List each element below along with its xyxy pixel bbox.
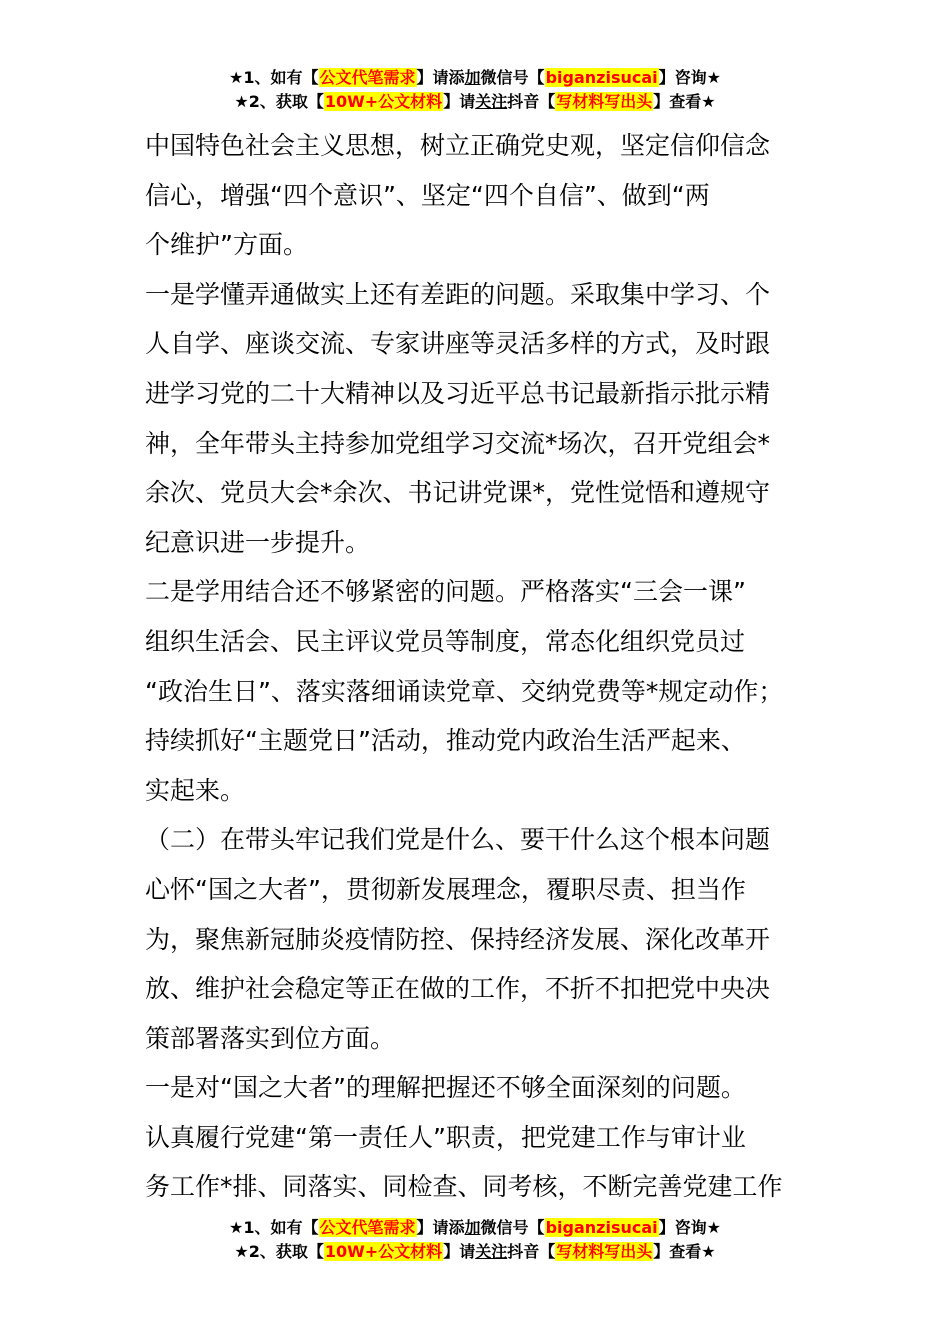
banner-underline: 关注 (475, 1242, 508, 1261)
body-line: 信心，增强“四个意识”、坚定“四个自信”、做到“两 (145, 180, 710, 210)
body-line: （二）在带头牢记我们党是什么、要干什么这个根本问题 (145, 825, 771, 855)
banner-highlight: 写材料写出头 (556, 1242, 653, 1261)
banner-text: 】请添 (416, 1218, 465, 1237)
body-line: 中国特色社会主义思想，树立正确党史观，坚定信仰信念 (145, 131, 771, 160)
body-line: 务工作*排、同落实、同检查、同考核，不断完善党建工作 (145, 1172, 783, 1202)
banner-highlight: 10W+公文材料 (324, 1242, 443, 1261)
banner-underline: 加 (464, 1218, 481, 1237)
body-line: 认真履行党建“第一责任人”职责，把党建工作与审计业 (145, 1122, 746, 1152)
banner-text: 1、如有【 (243, 1218, 319, 1237)
banner-text: 】请添 (416, 68, 465, 87)
banner-highlight: 写材料写出头 (556, 92, 653, 111)
banner-text: 微信号【 (480, 68, 545, 87)
star-icon: ★ (229, 68, 244, 87)
body-line: 组织生活会、民主评议党员等制度，常态化组织党员过 (145, 626, 746, 656)
banner-line-1 (0, 66, 950, 90)
banner-text: 】请 (443, 1242, 476, 1261)
body-line: 神，全年带头主持参加党组学习交流*场次，召开党组会* (145, 428, 771, 458)
banner-text: 微信号【 (480, 1218, 545, 1237)
banner-line-2 (0, 1240, 950, 1264)
body-line: 持续抓好“主题党日”活动，推动党内政治生活严起来、 (145, 726, 746, 756)
banner-text: 】咨询 (658, 68, 707, 87)
banner-text: 2、获取【 (248, 92, 324, 111)
star-icon: ★ (234, 92, 249, 111)
banner-text: 1、如有【 (243, 68, 319, 87)
star-icon: ★ (234, 1242, 249, 1261)
banner-highlight: 公文代笔需求 (319, 68, 416, 87)
banner-underline: 加 (464, 68, 481, 87)
banner-highlight: biganzisucai (545, 1218, 658, 1237)
star-icon: ★ (706, 1218, 721, 1237)
body-line: 一是对“国之大者”的理解把握还不够全面深刻的问题。 (145, 1073, 746, 1103)
body-line: 放、维护社会稳定等正在做的工作，不折不扣把党中央决 (145, 974, 771, 1004)
body-line: 心怀“国之大者”，贯彻新发展理念，覆职尽责、担当作 (145, 874, 746, 904)
footer-banner (0, 1216, 950, 1264)
banner-text: 2、获取【 (248, 1242, 324, 1261)
banner-line-1 (0, 1216, 950, 1240)
body-line: 余次、党员大会*余次、书记讲党课*，党性觉悟和遵规守 (145, 478, 771, 508)
body-line: 一是学懂弄通做实上还有差距的问题。采取集中学习、个 (145, 279, 771, 309)
body-line: 进学习党的二十大精神以及习近平总书记最新指示批示精 (145, 378, 771, 408)
body-line: 二是学用结合还不够紧密的问题。严格落实“三会一课” (145, 577, 746, 607)
body-line: 策部署落实到位方面。 (145, 1023, 396, 1053)
banner-text: 】查看 (653, 1242, 702, 1261)
body-line: 个维护”方面。 (145, 230, 308, 260)
banner-highlight: biganzisucai (545, 68, 658, 87)
banner-underline: 关注 (475, 92, 508, 111)
header-banner (0, 66, 950, 114)
star-icon: ★ (229, 1218, 244, 1237)
banner-text: 】请 (443, 92, 476, 111)
star-icon: ★ (701, 1242, 716, 1261)
document-body (145, 121, 845, 1212)
banner-text: 抖音【 (507, 92, 556, 111)
banner-highlight: 公文代笔需求 (319, 1218, 416, 1237)
star-icon: ★ (701, 92, 716, 111)
body-line: “政治生日”、落实落细诵读党章、交纳党费等*规定动作； (145, 676, 784, 706)
banner-highlight: 10W+公文材料 (324, 92, 443, 111)
banner-text: 抖音【 (507, 1242, 556, 1261)
body-line: 人自学、座谈交流、专家讲座等灵活多样的方式，及时跟 (145, 329, 771, 359)
body-line: 为，聚焦新冠肺炎疫情防控、保持经济发展、深化改革开 (145, 924, 771, 954)
body-line: 实起来。 (145, 775, 246, 805)
star-icon: ★ (706, 68, 721, 87)
banner-line-2 (0, 90, 950, 114)
body-line: 纪意识进一步提升。 (145, 527, 371, 557)
banner-text: 】咨询 (658, 1218, 707, 1237)
banner-text: 】查看 (653, 92, 702, 111)
